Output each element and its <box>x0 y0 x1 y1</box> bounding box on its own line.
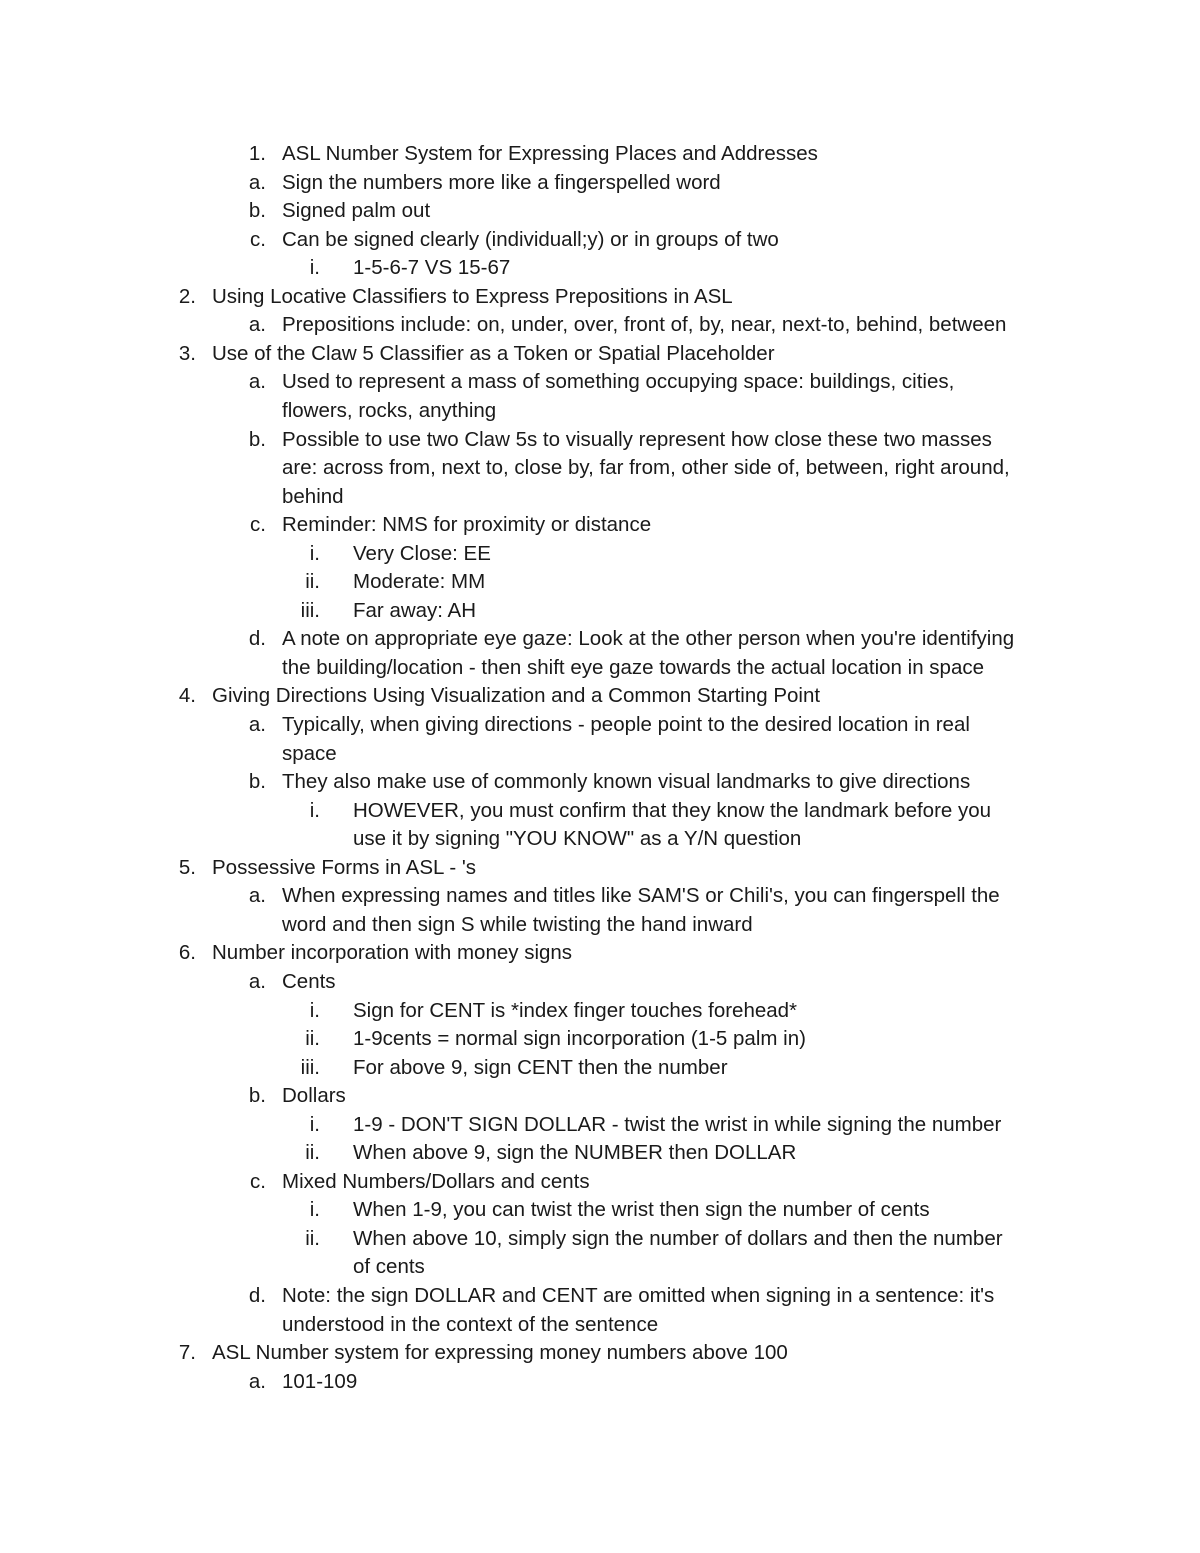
list-marker: i. <box>309 541 320 565</box>
list-item-text: When 1-9, you can twist the wrist then sign the number of cents <box>353 1198 930 1222</box>
list-marker: ii. <box>305 1027 320 1051</box>
list-item-text: behind <box>282 484 344 508</box>
outline-line <box>0 1339 1200 1368</box>
outline-line <box>0 397 1200 426</box>
list-item-text: Reminder: NMS for proximity or distance <box>282 513 652 537</box>
list-marker: ii. <box>305 1226 320 1250</box>
list-item-text: of cents <box>353 1255 425 1279</box>
outline-line <box>0 1025 1200 1054</box>
list-marker: c. <box>250 1169 266 1193</box>
list-item-text: Sign for CENT is *index finger touches forehead* <box>353 998 798 1022</box>
list-marker: a. <box>248 969 266 993</box>
list-marker: 1. <box>248 142 266 165</box>
outline-line <box>0 682 1200 711</box>
outline-line <box>0 368 1200 397</box>
outline-line <box>0 797 1200 826</box>
outline-line <box>0 1225 1200 1254</box>
outline-line <box>0 340 1200 369</box>
outline-line <box>0 540 1200 569</box>
list-item-text: word and then sign S while twisting the hand inward <box>282 912 753 936</box>
list-marker: a. <box>248 170 266 194</box>
outline-line <box>0 169 1200 198</box>
list-marker: d. <box>248 1284 266 1307</box>
list-marker: i. <box>309 798 320 822</box>
outline-line <box>0 768 1200 797</box>
list-item-text: Dollars <box>282 1084 346 1108</box>
outline-line <box>0 911 1200 940</box>
outline-line <box>0 597 1200 626</box>
list-item-text: ASL Number System for Expressing Places and Addresses <box>282 142 818 165</box>
list-marker: b. <box>248 1084 266 1108</box>
outline-line <box>0 654 1200 683</box>
outline-line <box>0 939 1200 968</box>
list-marker: b. <box>248 199 266 223</box>
list-item-text: Number incorporation with money signs <box>212 941 573 965</box>
outline-line <box>0 568 1200 597</box>
outline-line <box>0 968 1200 997</box>
outline-line <box>0 483 1200 512</box>
list-marker: i. <box>309 998 320 1022</box>
list-marker: iii. <box>300 598 320 622</box>
outline-line <box>0 1168 1200 1197</box>
outline-line <box>0 1054 1200 1083</box>
list-item-text: When above 9, sign the NUMBER then DOLLAR <box>353 1141 797 1165</box>
list-item-text: Sign the numbers more like a fingerspelled word <box>282 170 721 194</box>
outline-line <box>0 454 1200 483</box>
list-item-text: Typically, when giving directions - people point to the desired location in real <box>282 713 970 736</box>
list-marker: a. <box>248 713 266 736</box>
list-marker: i. <box>309 1112 320 1136</box>
list-item-text: They also make use of commonly known visual landmarks to give directions <box>282 770 971 794</box>
list-item-text: Prepositions include: on, under, over, front of, by, near, next-to, behind, between <box>282 313 1007 337</box>
outline-line <box>0 1311 1200 1340</box>
list-item-text: Mixed Numbers/Dollars and cents <box>282 1169 590 1193</box>
list-item-text: A note on appropriate eye gaze: Look at the other person when you're identifying <box>282 627 1015 651</box>
outline-line <box>0 1111 1200 1140</box>
outline-line <box>0 226 1200 255</box>
list-item-text: Very Close: EE <box>353 541 491 565</box>
outline-line <box>0 1282 1200 1311</box>
list-marker: a. <box>248 370 266 394</box>
outline-line <box>0 625 1200 654</box>
list-item-text: Note: the sign DOLLAR and CENT are omitted when signing in a sentence: it's <box>282 1284 995 1307</box>
outline-line <box>0 825 1200 854</box>
list-item-text: 101-109 <box>282 1369 358 1393</box>
list-marker: a. <box>248 313 266 337</box>
list-marker: d. <box>248 627 266 651</box>
list-marker: b. <box>248 770 266 794</box>
list-marker: c. <box>250 227 266 251</box>
outline-line <box>0 254 1200 283</box>
list-item-text: Cents <box>282 969 336 993</box>
list-marker: 5. <box>178 855 196 879</box>
list-item-text: Possessive Forms in ASL - 's <box>212 855 477 879</box>
list-marker: 7. <box>178 1341 196 1365</box>
outline-line <box>0 197 1200 226</box>
outline-line <box>0 711 1200 740</box>
list-item-text: are: across from, next to, close by, far from, other side of, between, right around, <box>282 456 1010 480</box>
list-item-text: Giving Directions Using Visualization and a Common Starting Point <box>212 684 821 708</box>
outline-line <box>0 854 1200 883</box>
list-item-text: ASL Number system for expressing money numbers above 100 <box>212 1341 788 1365</box>
list-item-text: When above 10, simply sign the number of dollars and then the number <box>353 1226 1003 1250</box>
outline-line <box>0 426 1200 455</box>
list-item-text: Moderate: MM <box>353 570 486 594</box>
list-item-text: Can be signed clearly (individuall;y) or in groups of two <box>282 227 779 251</box>
list-marker: i. <box>309 256 320 280</box>
list-item-text: Signed palm out <box>282 199 431 223</box>
list-item-text: 1-9 - DON'T SIGN DOLLAR - twist the wrist in while signing the number <box>353 1112 1002 1136</box>
outline-line <box>0 882 1200 911</box>
list-marker: 3. <box>178 341 196 365</box>
list-item-text: Far away: AH <box>353 598 477 622</box>
list-item-text: When expressing names and titles like SAM'S or Chili's, you can fingerspell the <box>282 884 1000 908</box>
list-item-text: HOWEVER, you must confirm that they know the landmark before you <box>353 798 992 822</box>
outline-line <box>0 1253 1200 1282</box>
outline-line <box>0 1139 1200 1168</box>
outline-line <box>0 311 1200 340</box>
list-marker: ii. <box>305 570 320 594</box>
outline-line <box>0 140 1200 169</box>
outline-line <box>0 511 1200 540</box>
list-item-text: flowers, rocks, anything <box>282 398 497 422</box>
list-marker: i. <box>309 1198 320 1222</box>
outline-line <box>0 1082 1200 1111</box>
list-item-text: For above 9, sign CENT then the number <box>353 1055 728 1079</box>
list-item-text: 1-5-6-7 VS 15-67 <box>353 256 511 280</box>
list-marker: b. <box>248 427 266 451</box>
list-marker: ii. <box>305 1141 320 1165</box>
list-item-text: space <box>282 741 337 765</box>
list-marker: a. <box>248 884 266 908</box>
list-item-text: 1-9cents = normal sign incorporation (1-5 palm in) <box>353 1027 806 1051</box>
list-marker: 2. <box>178 284 196 308</box>
list-item-text: understood in the context of the sentence <box>282 1312 659 1336</box>
outline-line <box>0 1196 1200 1225</box>
list-marker: c. <box>250 513 266 537</box>
list-marker: 4. <box>178 684 196 708</box>
outline-line <box>0 740 1200 769</box>
outline-line <box>0 283 1200 312</box>
list-marker: iii. <box>300 1055 320 1079</box>
outline-line <box>0 1368 1200 1397</box>
list-item-text: Possible to use two Claw 5s to visually represent how close these two masses <box>282 427 992 451</box>
list-item-text: use it by signing "YOU KNOW" as a Y/N question <box>353 827 802 851</box>
list-item-text: Use of the Claw 5 Classifier as a Token or Spatial Placeholder <box>212 341 775 365</box>
list-item-text: Using Locative Classifiers to Express Prepositions in ASL <box>212 284 733 308</box>
list-marker: a. <box>248 1369 266 1393</box>
list-item-text: Used to represent a mass of something occupying space: buildings, cities, <box>282 370 955 394</box>
list-item-text: the building/location - then shift eye gaze towards the actual location in space <box>282 655 984 679</box>
outline-line <box>0 997 1200 1026</box>
list-marker: 6. <box>178 941 196 965</box>
